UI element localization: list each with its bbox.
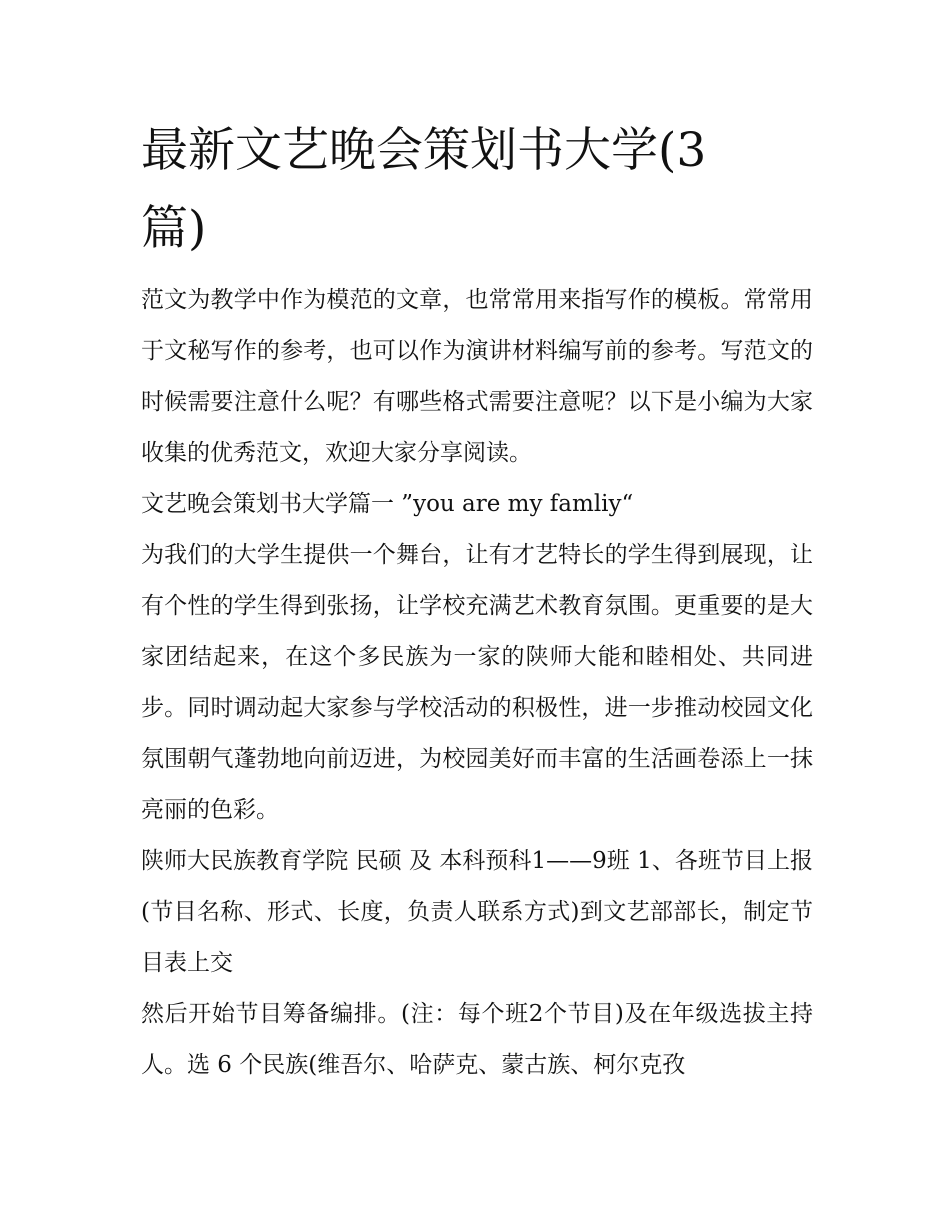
document-title: 最新文艺晚会策划书大学(3篇) [141,123,707,256]
paragraph-intro: 范文为教学中作为模范的文章，也常常用来指写作的模板。常常用于文秘写作的参考，也可以作为演讲材料编写前的参考。写范文的时候需要注意什么呢？有哪些格式需要注意呢？以下是小编为大家收集的优秀范文，欢迎大家分享阅读。 [141,287,813,466]
paragraph-organizer: 陕师大民族教育学院 民硕 及 本科预科1——9班 1、各班节目上报(节目名称、形式、长度，负责人联系方式)到文艺部部长，制定节目表上交 [141,848,813,976]
document-body [141,275,813,1091]
paragraph-arrangement: 然后开始节目筹备编排。(注：每个班2个节目)及在年级选拔主持人。选 6 个民族(维吾尔、哈萨克、蒙古族、柯尔克孜 [141,1001,813,1078]
paragraph-section-heading: 文艺晚会策划书大学篇一 ”you are my famliy“ [141,491,634,517]
paragraph-purpose: 为我们的大学生提供一个舞台，让有才艺特长的学生得到展现，让有个性的学生得到张扬，让学校充满艺术教育氛围。更重要的是大家团结起来，在这个多民族为一家的陕师大能和睦相处、共同进步。同时调动起大家参与学校活动的积极性，进一步推动校园文化氛围朝气蓬勃地向前迈进，为校园美好而丰富的生活画卷添上一抹亮丽的色彩。 [141,542,813,823]
